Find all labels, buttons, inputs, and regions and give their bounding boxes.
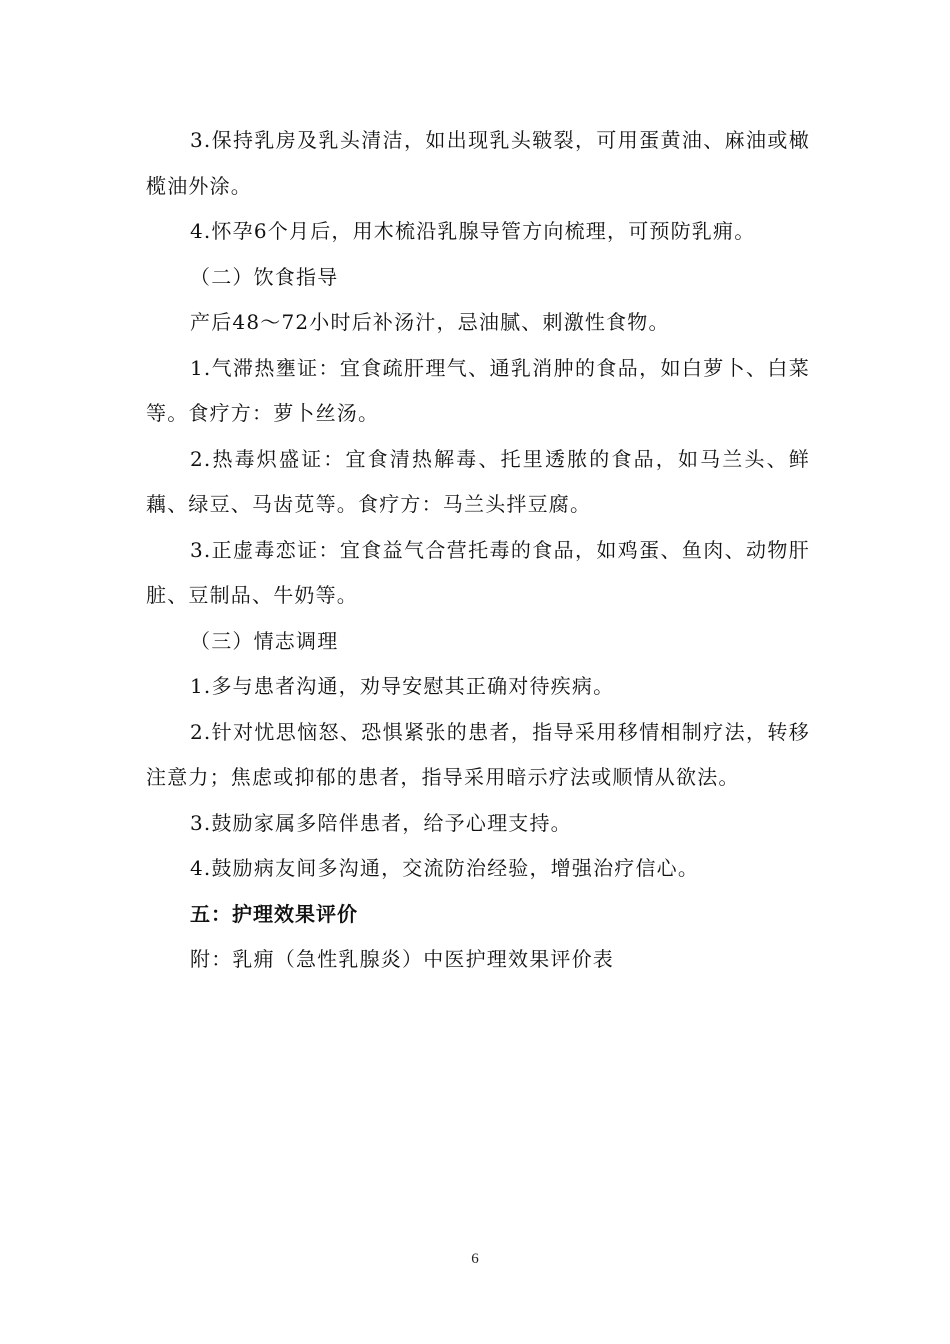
section-heading-evaluation: 五：护理效果评价 bbox=[190, 901, 358, 926]
paragraph-diet-intro: 产后48～72小时后补汤汁，忌油腻、刺激性食物。 bbox=[190, 310, 670, 334]
paragraph-diet-3: 3.正虚毒恋证：宜食益气合营托毒的食品，如鸡蛋、鱼肉、动物肝脏、豆制品、牛奶等。 bbox=[146, 537, 810, 607]
paragraph-care-3: 3.保持乳房及乳头清洁，如出现乳头皲裂，可用蛋黄油、麻油或橄榄油外涂。 bbox=[146, 128, 810, 198]
paragraph-appendix-note: 附：乳痈（急性乳腺炎）中医护理效果评价表 bbox=[190, 947, 614, 971]
paragraph-emotion-4: 4.鼓励病友间多沟通，交流防治经验，增强治疗信心。 bbox=[190, 856, 700, 880]
paragraph-emotion-1: 1.多与患者沟通，劝导安慰其正确对待疾病。 bbox=[190, 674, 615, 698]
paragraph-diet-1: 1.气滞热壅证：宜食疏肝理气、通乳消肿的食品，如白萝卜、白菜等。食疗方：萝卜丝汤。 bbox=[146, 355, 810, 425]
paragraph-emotion-3: 3.鼓励家属多陪伴患者，给予心理支持。 bbox=[190, 810, 572, 835]
section-heading-emotion: （三）情志调理 bbox=[190, 628, 339, 653]
paragraph-emotion-2: 2.针对忧思恼怒、恐惧紧张的患者，指导采用移情相制疗法，转移注意力；焦虑或抑郁的患者，指导采用暗示疗法或顺情从欲法。 bbox=[146, 719, 810, 789]
paragraph-care-4: 4.怀孕6个月后，用木梳沿乳腺导管方向梳理，可预防乳痈。 bbox=[190, 219, 756, 243]
page-number: 6 bbox=[471, 1251, 479, 1267]
document-body bbox=[146, 118, 810, 983]
section-heading-diet: （二）饮食指导 bbox=[190, 264, 339, 289]
paragraph-diet-2: 2.热毒炽盛证：宜食清热解毒、托里透脓的食品，如马兰头、鲜藕、绿豆、马齿苋等。食疗方：马兰头拌豆腐。 bbox=[146, 446, 810, 516]
